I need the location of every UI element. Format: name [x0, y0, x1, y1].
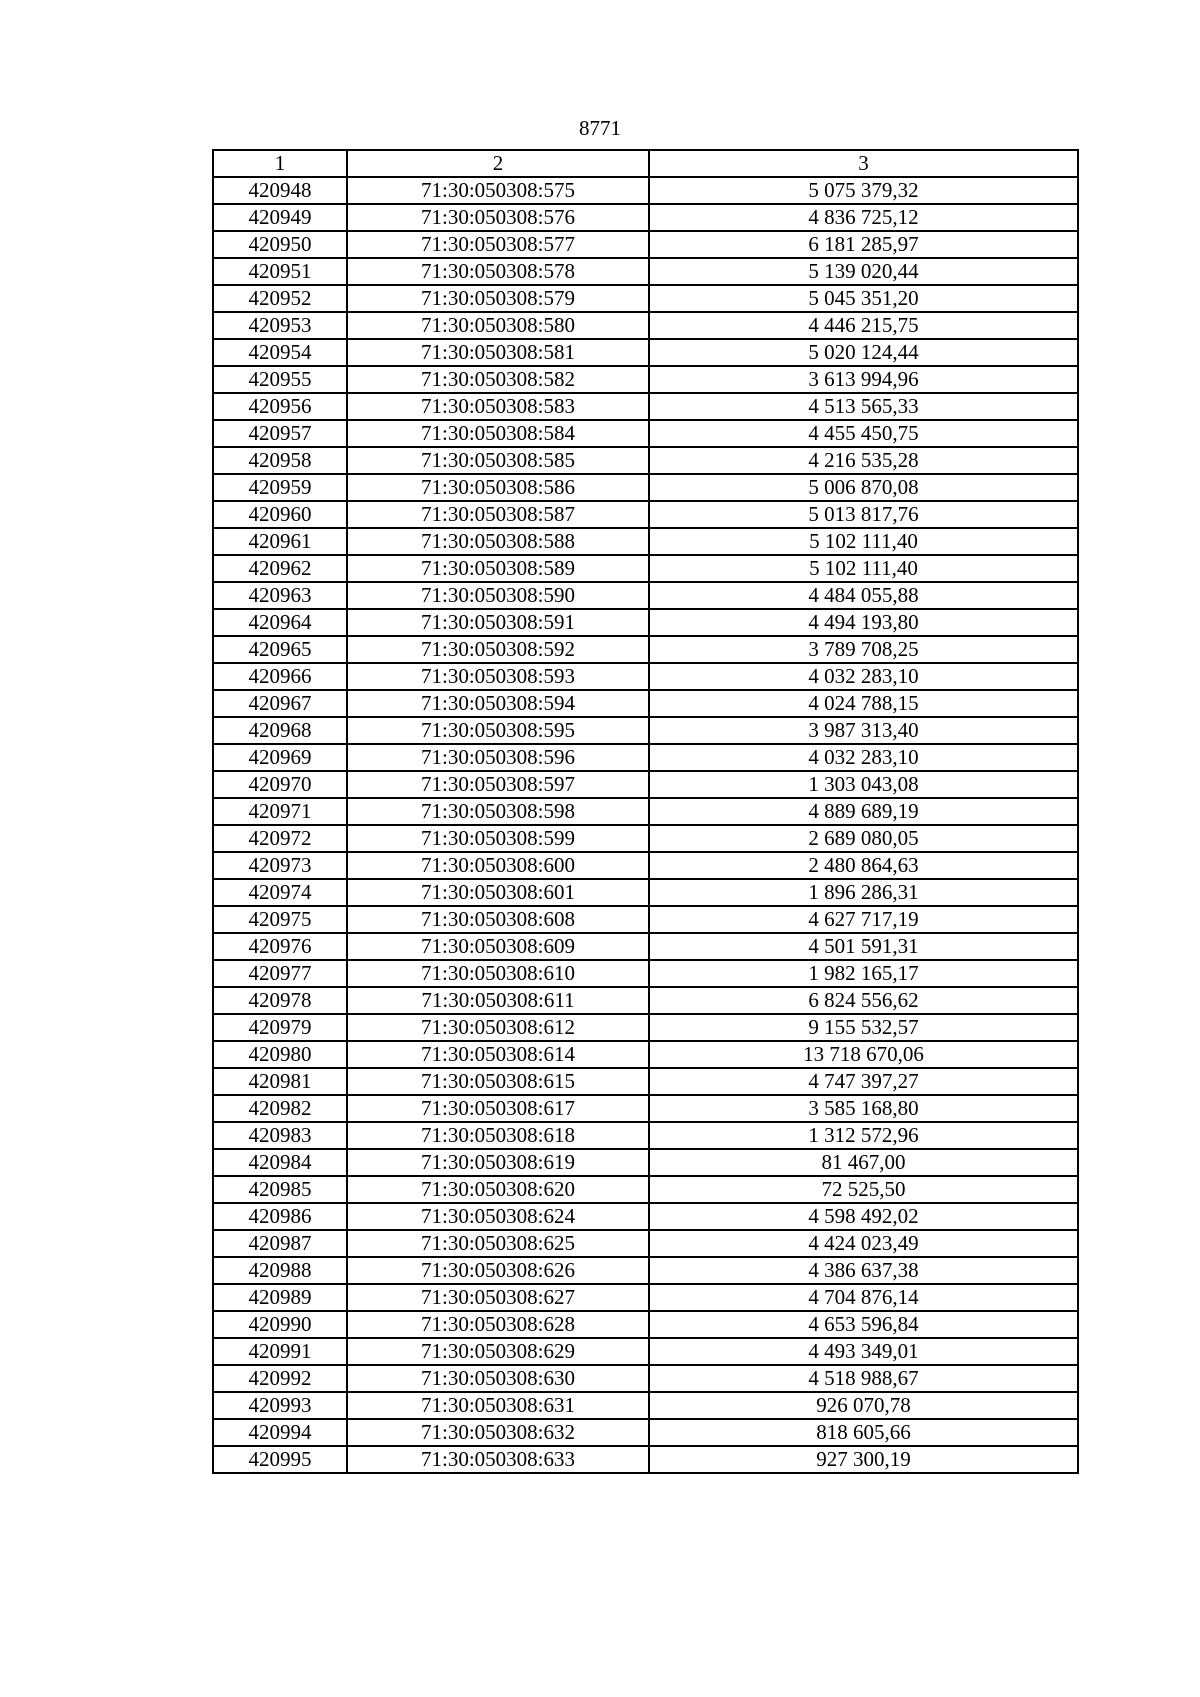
- page-number: 8771: [579, 116, 621, 140]
- cell-value: 4 446 215,75: [649, 312, 1078, 339]
- cell-cadastral-id: 71:30:050308:625: [347, 1230, 649, 1257]
- cell-value: 4 653 596,84: [649, 1311, 1078, 1338]
- table-body: [213, 177, 1078, 1473]
- cell-value: 1 896 286,31: [649, 879, 1078, 906]
- table-row: [213, 177, 1078, 204]
- cell-value: 2 480 864,63: [649, 852, 1078, 879]
- cell-cadastral-id: 71:30:050308:624: [347, 1203, 649, 1230]
- cell-number: 420961: [213, 528, 347, 555]
- cell-number: 420985: [213, 1176, 347, 1203]
- cell-number: 420972: [213, 825, 347, 852]
- cell-cadastral-id: 71:30:050308:619: [347, 1149, 649, 1176]
- table-row: [213, 1122, 1078, 1149]
- table-row: [213, 663, 1078, 690]
- cell-cadastral-id: 71:30:050308:597: [347, 771, 649, 798]
- cell-value: 926 070,78: [649, 1392, 1078, 1419]
- table-header: [213, 150, 1078, 177]
- cell-number: 420949: [213, 204, 347, 231]
- table-row: [213, 1311, 1078, 1338]
- cell-number: 420967: [213, 690, 347, 717]
- cell-number: 420992: [213, 1365, 347, 1392]
- cell-cadastral-id: 71:30:050308:581: [347, 339, 649, 366]
- cell-cadastral-id: 71:30:050308:617: [347, 1095, 649, 1122]
- cell-number: 420976: [213, 933, 347, 960]
- cell-value: 4 747 397,27: [649, 1068, 1078, 1095]
- table-row: [213, 204, 1078, 231]
- cell-cadastral-id: 71:30:050308:594: [347, 690, 649, 717]
- cell-value: 4 455 450,75: [649, 420, 1078, 447]
- cell-cadastral-id: 71:30:050308:629: [347, 1338, 649, 1365]
- cell-number: 420984: [213, 1149, 347, 1176]
- cell-value: 4 889 689,19: [649, 798, 1078, 825]
- cell-cadastral-id: 71:30:050308:612: [347, 1014, 649, 1041]
- cell-value: 6 824 556,62: [649, 987, 1078, 1014]
- cell-value: 4 501 591,31: [649, 933, 1078, 960]
- cell-value: 5 045 351,20: [649, 285, 1078, 312]
- cell-value: 4 032 283,10: [649, 663, 1078, 690]
- cell-number: 420974: [213, 879, 347, 906]
- table-row: [213, 771, 1078, 798]
- cell-value: 927 300,19: [649, 1446, 1078, 1473]
- cell-value: 818 605,66: [649, 1419, 1078, 1446]
- cell-number: 420988: [213, 1257, 347, 1284]
- cell-cadastral-id: 71:30:050308:590: [347, 582, 649, 609]
- table-row: [213, 933, 1078, 960]
- cell-number: 420964: [213, 609, 347, 636]
- cell-value: 6 181 285,97: [649, 231, 1078, 258]
- cell-cadastral-id: 71:30:050308:632: [347, 1419, 649, 1446]
- table-row: [213, 1014, 1078, 1041]
- table-row: [213, 528, 1078, 555]
- header-col-3: 3: [649, 150, 1078, 177]
- table-row: [213, 1365, 1078, 1392]
- cell-cadastral-id: 71:30:050308:627: [347, 1284, 649, 1311]
- table-row: [213, 1095, 1078, 1122]
- cell-value: 13 718 670,06: [649, 1041, 1078, 1068]
- cell-value: 4 704 876,14: [649, 1284, 1078, 1311]
- table-row: [213, 1176, 1078, 1203]
- cell-cadastral-id: 71:30:050308:582: [347, 366, 649, 393]
- cell-number: 420955: [213, 366, 347, 393]
- cell-value: 1 303 043,08: [649, 771, 1078, 798]
- table-row: [213, 1203, 1078, 1230]
- cell-number: 420978: [213, 987, 347, 1014]
- cell-number: 420983: [213, 1122, 347, 1149]
- table-row: [213, 1149, 1078, 1176]
- table-row: [213, 879, 1078, 906]
- cell-cadastral-id: 71:30:050308:633: [347, 1446, 649, 1473]
- table-row: [213, 1338, 1078, 1365]
- cell-cadastral-id: 71:30:050308:575: [347, 177, 649, 204]
- cell-cadastral-id: 71:30:050308:600: [347, 852, 649, 879]
- cell-cadastral-id: 71:30:050308:610: [347, 960, 649, 987]
- cell-number: 420981: [213, 1068, 347, 1095]
- cell-cadastral-id: 71:30:050308:601: [347, 879, 649, 906]
- cell-value: 5 139 020,44: [649, 258, 1078, 285]
- table-row: [213, 501, 1078, 528]
- cell-value: 4 024 788,15: [649, 690, 1078, 717]
- cell-number: 420956: [213, 393, 347, 420]
- table-row: [213, 1392, 1078, 1419]
- table-row: [213, 1446, 1078, 1473]
- cell-number: 420994: [213, 1419, 347, 1446]
- cell-number: 420993: [213, 1392, 347, 1419]
- cell-number: 420958: [213, 447, 347, 474]
- table-row: [213, 1230, 1078, 1257]
- cell-value: 4 484 055,88: [649, 582, 1078, 609]
- cell-number: 420980: [213, 1041, 347, 1068]
- cell-number: 420962: [213, 555, 347, 582]
- cell-cadastral-id: 71:30:050308:595: [347, 717, 649, 744]
- table-row: [213, 1284, 1078, 1311]
- table-row: [213, 447, 1078, 474]
- cell-cadastral-id: 71:30:050308:626: [347, 1257, 649, 1284]
- table-row: [213, 420, 1078, 447]
- table-row: [213, 366, 1078, 393]
- cell-value: 4 836 725,12: [649, 204, 1078, 231]
- table-row: [213, 1257, 1078, 1284]
- cell-number: 420970: [213, 771, 347, 798]
- table-row: [213, 987, 1078, 1014]
- cell-value: 81 467,00: [649, 1149, 1078, 1176]
- cell-cadastral-id: 71:30:050308:614: [347, 1041, 649, 1068]
- cell-number: 420975: [213, 906, 347, 933]
- cell-cadastral-id: 71:30:050308:591: [347, 609, 649, 636]
- cell-value: 5 013 817,76: [649, 501, 1078, 528]
- cell-value: 2 689 080,05: [649, 825, 1078, 852]
- cell-number: 420950: [213, 231, 347, 258]
- cell-cadastral-id: 71:30:050308:628: [347, 1311, 649, 1338]
- cell-number: 420951: [213, 258, 347, 285]
- data-table: [212, 149, 1079, 1474]
- cell-number: 420965: [213, 636, 347, 663]
- cell-value: 1 982 165,17: [649, 960, 1078, 987]
- cell-value: 4 598 492,02: [649, 1203, 1078, 1230]
- table-row: [213, 339, 1078, 366]
- cell-cadastral-id: 71:30:050308:588: [347, 528, 649, 555]
- cell-value: 4 513 565,33: [649, 393, 1078, 420]
- cell-value: 9 155 532,57: [649, 1014, 1078, 1041]
- cell-number: 420986: [213, 1203, 347, 1230]
- table-row: [213, 258, 1078, 285]
- header-col-2: 2: [347, 150, 649, 177]
- cell-number: 420990: [213, 1311, 347, 1338]
- table-row: [213, 285, 1078, 312]
- cell-cadastral-id: 71:30:050308:577: [347, 231, 649, 258]
- cell-value: 4 627 717,19: [649, 906, 1078, 933]
- cell-value: 4 494 193,80: [649, 609, 1078, 636]
- table-row: [213, 852, 1078, 879]
- cell-cadastral-id: 71:30:050308:598: [347, 798, 649, 825]
- cell-cadastral-id: 71:30:050308:631: [347, 1392, 649, 1419]
- cell-number: 420987: [213, 1230, 347, 1257]
- table-row: [213, 231, 1078, 258]
- cell-number: 420952: [213, 285, 347, 312]
- cell-cadastral-id: 71:30:050308:587: [347, 501, 649, 528]
- cell-cadastral-id: 71:30:050308:630: [347, 1365, 649, 1392]
- cell-number: 420957: [213, 420, 347, 447]
- cell-number: 420959: [213, 474, 347, 501]
- cell-value: 5 006 870,08: [649, 474, 1078, 501]
- cell-cadastral-id: 71:30:050308:608: [347, 906, 649, 933]
- cell-value: 4 386 637,38: [649, 1257, 1078, 1284]
- cell-cadastral-id: 71:30:050308:593: [347, 663, 649, 690]
- table-row: [213, 798, 1078, 825]
- cell-cadastral-id: 71:30:050308:596: [347, 744, 649, 771]
- cell-cadastral-id: 71:30:050308:579: [347, 285, 649, 312]
- cell-number: 420973: [213, 852, 347, 879]
- cell-number: 420966: [213, 663, 347, 690]
- cell-cadastral-id: 71:30:050308:589: [347, 555, 649, 582]
- cell-cadastral-id: 71:30:050308:584: [347, 420, 649, 447]
- cell-cadastral-id: 71:30:050308:580: [347, 312, 649, 339]
- header-row: [213, 150, 1078, 177]
- cell-number: 420960: [213, 501, 347, 528]
- table-row: [213, 312, 1078, 339]
- cell-number: 420963: [213, 582, 347, 609]
- table-row: [213, 744, 1078, 771]
- header-col-1: 1: [213, 150, 347, 177]
- table-row: [213, 609, 1078, 636]
- cell-cadastral-id: 71:30:050308:618: [347, 1122, 649, 1149]
- cell-number: 420982: [213, 1095, 347, 1122]
- cell-value: 5 102 111,40: [649, 528, 1078, 555]
- cell-cadastral-id: 71:30:050308:592: [347, 636, 649, 663]
- cell-number: 420953: [213, 312, 347, 339]
- cell-cadastral-id: 71:30:050308:583: [347, 393, 649, 420]
- table-row: [213, 555, 1078, 582]
- cell-number: 420991: [213, 1338, 347, 1365]
- cell-cadastral-id: 71:30:050308:576: [347, 204, 649, 231]
- table-row: [213, 825, 1078, 852]
- table-row: [213, 636, 1078, 663]
- cell-value: 4 518 988,67: [649, 1365, 1078, 1392]
- cell-value: 5 102 111,40: [649, 555, 1078, 582]
- cell-value: 3 585 168,80: [649, 1095, 1078, 1122]
- cell-number: 420995: [213, 1446, 347, 1473]
- cell-value: 1 312 572,96: [649, 1122, 1078, 1149]
- cell-cadastral-id: 71:30:050308:615: [347, 1068, 649, 1095]
- cell-number: 420977: [213, 960, 347, 987]
- cell-cadastral-id: 71:30:050308:578: [347, 258, 649, 285]
- cell-value: 3 613 994,96: [649, 366, 1078, 393]
- cell-value: 5 020 124,44: [649, 339, 1078, 366]
- table-row: [213, 1419, 1078, 1446]
- table-row: [213, 717, 1078, 744]
- table-row: [213, 393, 1078, 420]
- cell-value: 4 424 023,49: [649, 1230, 1078, 1257]
- table-row: [213, 960, 1078, 987]
- cell-value: 3 789 708,25: [649, 636, 1078, 663]
- table-row: [213, 690, 1078, 717]
- cell-number: 420948: [213, 177, 347, 204]
- cell-value: 4 032 283,10: [649, 744, 1078, 771]
- table-row: [213, 582, 1078, 609]
- cell-cadastral-id: 71:30:050308:609: [347, 933, 649, 960]
- cell-number: 420968: [213, 717, 347, 744]
- cell-value: 3 987 313,40: [649, 717, 1078, 744]
- cell-cadastral-id: 71:30:050308:599: [347, 825, 649, 852]
- table-row: [213, 906, 1078, 933]
- cell-cadastral-id: 71:30:050308:611: [347, 987, 649, 1014]
- table-row: [213, 474, 1078, 501]
- cell-value: 4 493 349,01: [649, 1338, 1078, 1365]
- cell-value: 4 216 535,28: [649, 447, 1078, 474]
- cell-value: 72 525,50: [649, 1176, 1078, 1203]
- cell-number: 420954: [213, 339, 347, 366]
- cell-cadastral-id: 71:30:050308:586: [347, 474, 649, 501]
- cell-number: 420969: [213, 744, 347, 771]
- cell-cadastral-id: 71:30:050308:620: [347, 1176, 649, 1203]
- cell-value: 5 075 379,32: [649, 177, 1078, 204]
- cell-number: 420989: [213, 1284, 347, 1311]
- cell-cadastral-id: 71:30:050308:585: [347, 447, 649, 474]
- cell-number: 420979: [213, 1014, 347, 1041]
- table-row: [213, 1068, 1078, 1095]
- table-row: [213, 1041, 1078, 1068]
- cell-number: 420971: [213, 798, 347, 825]
